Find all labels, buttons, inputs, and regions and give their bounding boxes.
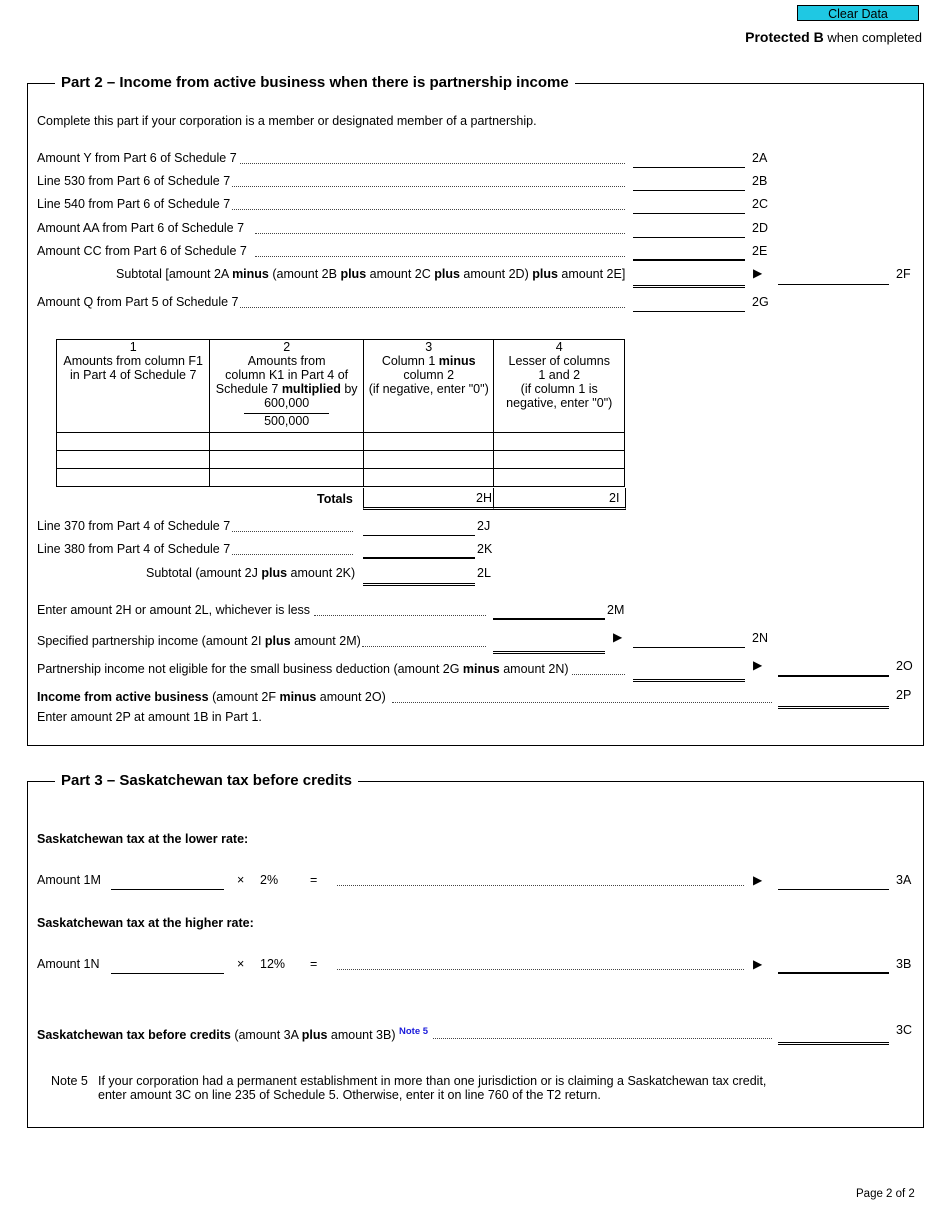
arrow-right-icon: ▶ (753, 873, 763, 887)
total-2h-code: 2H (476, 491, 492, 505)
total-2i-box[interactable] (493, 488, 626, 510)
leader-dots (337, 969, 744, 970)
line-2e-label: Amount CC from Part 6 of Schedule 7 (37, 244, 247, 258)
fraction-numerator: 600,000 (264, 396, 310, 410)
note-5-label: Note 5 (51, 1074, 88, 1088)
line-2d-label: Amount AA from Part 6 of Schedule 7 (37, 221, 245, 235)
table-row (57, 433, 625, 451)
leader-dots (232, 209, 625, 210)
line-2b-input[interactable] (633, 174, 745, 191)
page-number: Page 2 of 2 (856, 1188, 915, 1200)
line-2g-input[interactable] (633, 295, 745, 312)
total-2h-box[interactable] (363, 488, 494, 510)
table-cell[interactable] (494, 451, 625, 469)
amount-1m-input[interactable] (111, 873, 224, 890)
subtotal-2f-label: Subtotal [amount 2A minus (amount 2B plus amount 2C plus amount 2D) plus amount 2E] (116, 267, 626, 281)
partnership-table (56, 339, 625, 487)
protected-b-label (745, 29, 922, 45)
table-cell[interactable] (363, 433, 494, 451)
table-cell[interactable] (57, 451, 210, 469)
amount-1n-label: Amount 1N (37, 957, 100, 971)
line-2l-code: 2L (477, 566, 491, 580)
arrow-right-icon: ▶ (613, 630, 623, 644)
total-2i-code: 2I (609, 491, 620, 505)
line-3a-input[interactable] (778, 873, 889, 890)
line-2e-code: 2E (752, 244, 768, 258)
line-2p-input[interactable] (778, 689, 889, 709)
line-2o-input[interactable] (778, 659, 889, 677)
line-2c-code: 2C (752, 197, 768, 211)
line-2l-label: Subtotal (amount 2J plus amount 2K) (146, 566, 356, 580)
line-2n-code: 2N (752, 631, 768, 645)
leader-dots (255, 233, 625, 234)
leader-dots (255, 256, 625, 257)
line-2l-input[interactable] (363, 566, 475, 586)
note-5-line1: If your corporation had a permanent establishment in more than one jurisdiction or is claiming a Saskatchewan tax credit, (98, 1074, 767, 1088)
arrow-right-icon: ▶ (753, 658, 763, 672)
col4-header: 4 Lesser of columns 1 and 2 (if column 1 is negative, enter "0") (494, 340, 625, 433)
equals-sign: = (310, 873, 318, 887)
leader-dots (232, 554, 353, 555)
totals-label: Totals (317, 492, 353, 506)
col2-header: 2 Amounts from column K1 in Part 4 of Schedule 7 multiplied by 600,000 500,000 (210, 340, 364, 433)
table-cell[interactable] (494, 433, 625, 451)
table-row (57, 451, 625, 469)
line-2f-code: 2F (896, 267, 911, 281)
line-2m-label: Enter amount 2H or amount 2L, whichever is less (37, 603, 311, 617)
line-2n-input[interactable] (633, 631, 745, 648)
line-2d-input[interactable] (633, 221, 745, 238)
line-2d-code: 2D (752, 221, 768, 235)
higher-rate: 12% (260, 957, 286, 971)
line-2p-label: Income from active business (amount 2F minus amount 2O) (37, 690, 386, 704)
note-5-link[interactable]: Note 5 (399, 1026, 429, 1037)
line-2m-code: 2M (607, 603, 625, 617)
part3-title: Part 3 – Saskatchewan tax before credits (55, 772, 358, 789)
table-row (57, 469, 625, 487)
part2-intro: Complete this part if your corporation is a member or designated member of a partnership. (37, 114, 537, 128)
lower-rate-heading: Saskatchewan tax at the lower rate: (37, 832, 249, 846)
line-2p-note: Enter amount 2P at amount 1B in Part 1. (37, 710, 262, 724)
table-cell[interactable] (494, 469, 625, 487)
table-cell[interactable] (363, 469, 494, 487)
line-2e-input[interactable] (633, 243, 745, 261)
line-2k-input[interactable] (363, 541, 475, 559)
times-sign: × (237, 957, 245, 971)
table-cell[interactable] (210, 469, 364, 487)
subtotal-2f-left-input[interactable] (633, 268, 745, 288)
leader-dots (314, 615, 486, 616)
line-2j-label: Line 370 from Part 4 of Schedule 7 (37, 519, 231, 533)
line-2n-left-input[interactable] (493, 634, 605, 654)
line-2c-input[interactable] (633, 197, 745, 214)
col1-header: 1 Amounts from column F1 in Part 4 of Schedule 7 (57, 340, 210, 433)
col3-header: 3 Column 1 minus column 2 (if negative, enter "0") (363, 340, 494, 433)
line-3c-label: Saskatchewan tax before credits (amount 3A plus amount 3B) $^{Note 5}$ (37, 1026, 429, 1043)
note-5-line2: enter amount 3C on line 235 of Schedule 5. Otherwise, enter it on line 760 of the T2 return. (98, 1088, 601, 1102)
line-2j-input[interactable] (363, 519, 475, 536)
times-sign: × (237, 873, 245, 887)
line-2g-code: 2G (752, 295, 769, 309)
line-2c-label: Line 540 from Part 6 of Schedule 7 (37, 197, 231, 211)
leader-dots (337, 885, 744, 886)
leader-dots (392, 702, 772, 703)
line-2o-label: Partnership income not eligible for the small business deduction (amount 2G minus amount 2N) (37, 662, 569, 676)
line-2o-left-input[interactable] (633, 662, 745, 682)
line-2g-label: Amount Q from Part 5 of Schedule 7 (37, 295, 239, 309)
line-3c-input[interactable] (778, 1025, 889, 1045)
protected-b-bold: Protected B (745, 29, 824, 45)
leader-dots (232, 531, 353, 532)
line-2a-label: Amount Y from Part 6 of Schedule 7 (37, 151, 237, 165)
higher-rate-heading: Saskatchewan tax at the higher rate: (37, 916, 254, 930)
leader-dots (240, 307, 625, 308)
line-2k-code: 2K (477, 542, 493, 556)
line-3b-input[interactable] (778, 956, 889, 974)
lower-rate: 2% (260, 873, 279, 887)
line-2a-code: 2A (752, 151, 768, 165)
line-2b-label: Line 530 from Part 6 of Schedule 7 (37, 174, 231, 188)
table-cell[interactable] (210, 451, 364, 469)
line-2f-input[interactable] (778, 268, 889, 285)
line-2b-code: 2B (752, 174, 768, 188)
table-cell[interactable] (210, 433, 364, 451)
arrow-right-icon: ▶ (753, 266, 763, 280)
table-cell[interactable] (57, 433, 210, 451)
line-2n-label: Specified partnership income (amount 2I plus amount 2M) (37, 634, 361, 648)
table-cell[interactable] (57, 469, 210, 487)
line-3b-code: 3B (896, 957, 912, 971)
leader-dots (232, 186, 625, 187)
line-2k-label: Line 380 from Part 4 of Schedule 7 (37, 542, 231, 556)
leader-dots (572, 674, 625, 675)
part2-title: Part 2 – Income from active business when there is partnership income (55, 74, 575, 91)
equals-sign: = (310, 957, 318, 971)
leader-dots (433, 1038, 772, 1039)
line-2j-code: 2J (477, 519, 491, 533)
arrow-right-icon: ▶ (753, 957, 763, 971)
clear-data-button[interactable]: Clear Data (797, 5, 919, 21)
line-2a-input[interactable] (633, 151, 745, 168)
amount-1n-input[interactable] (111, 957, 224, 974)
fraction-denominator: 500,000 (264, 414, 310, 428)
line-3c-code: 3C (896, 1023, 912, 1037)
leader-dots (240, 163, 625, 164)
line-3a-code: 3A (896, 873, 912, 887)
line-2o-code: 2O (896, 659, 913, 673)
line-2p-code: 2P (896, 688, 912, 702)
protected-b-rest: when completed (827, 30, 922, 45)
amount-1m-label: Amount 1M (37, 873, 101, 887)
line-2m-input[interactable] (493, 602, 605, 620)
leader-dots (362, 646, 486, 647)
table-cell[interactable] (363, 451, 494, 469)
